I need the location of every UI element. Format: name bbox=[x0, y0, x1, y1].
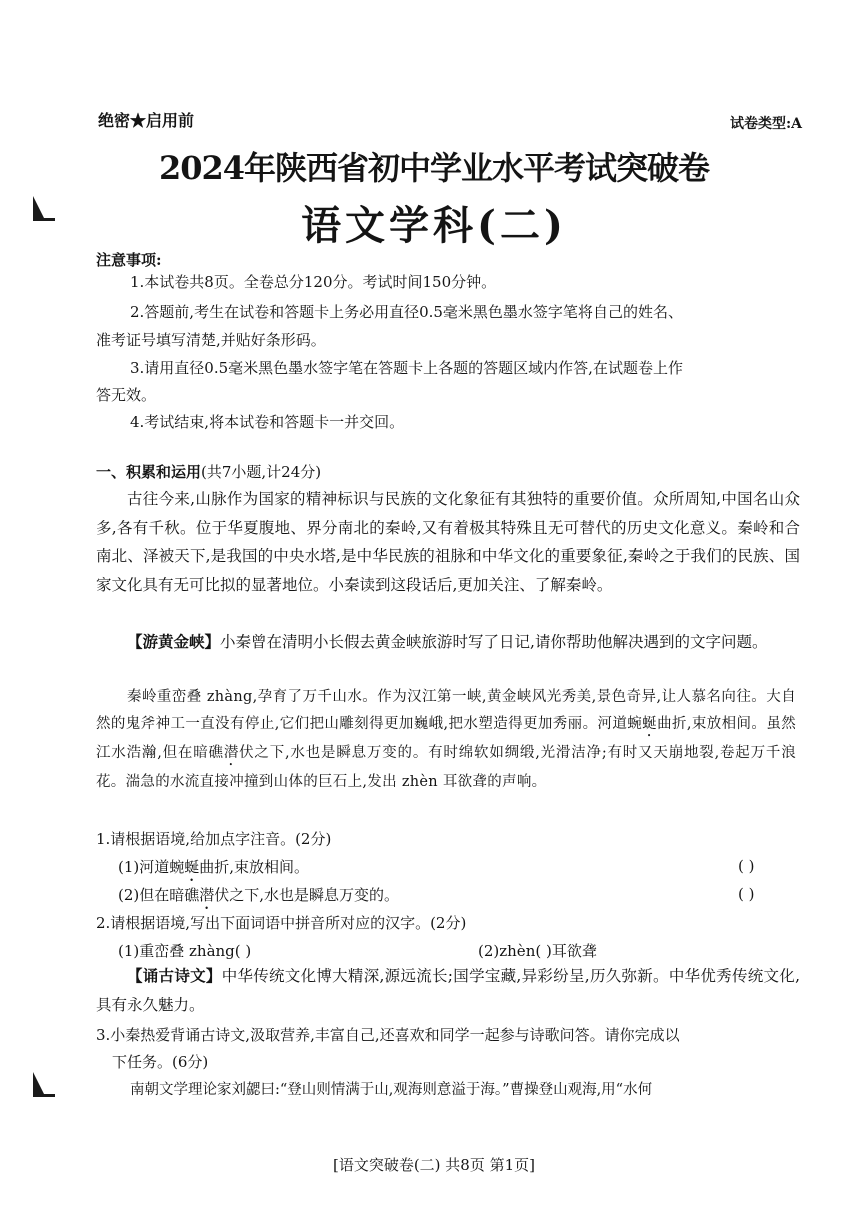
notice-item-4: 4.考试结束,将本试卷和答题卡一并交回。 bbox=[130, 413, 405, 431]
question-2-item-2[interactable]: (2)zhèn( )耳欲聋 bbox=[478, 942, 597, 960]
dotted-char-2: 潜 bbox=[223, 745, 240, 761]
diary-sentence-2a: 河道蜿 bbox=[597, 716, 643, 732]
confidential-label: 绝密★启用前 bbox=[98, 111, 195, 130]
diary-sentence-2c: 伏之下,水也是瞬息万变的。有时绵软如绸缎,光滑洁净;有时又天崩地裂,卷起万千浪花。湍急的水流直接冲撞到山体的巨石上,发出 zhèn 耳欲聋的声响。 bbox=[96, 745, 796, 790]
exam-title: 2024年陕西省初中学业水平考试突破卷 bbox=[158, 149, 710, 187]
task-tag-poetry: 【诵古诗文】 bbox=[127, 966, 222, 985]
paper-type-label: 试卷类型:A bbox=[729, 116, 802, 132]
registration-mark-bottom bbox=[33, 1072, 44, 1094]
diary-passage bbox=[96, 684, 796, 796]
question-1: 1.请根据语境,给加点字注音。(2分) bbox=[96, 830, 332, 848]
question-3-quote: 南朝文学理论家刘勰曰:“登山则情满于山,观海则意溢于海。”曹操登山观海,用“水何 bbox=[130, 1082, 653, 1098]
q1-2-text-b: 伏之下,水也是瞬息万变的。 bbox=[214, 886, 400, 904]
notice-heading: 注意事项: bbox=[96, 251, 162, 269]
task-tag-travel: 【游黄金峡】 bbox=[127, 632, 221, 651]
q1-2-dotted-char: 潜 bbox=[199, 886, 215, 904]
q1-1-text-a: (1)河道蜿 bbox=[118, 858, 185, 876]
question-2: 2.请根据语境,写出下面词语中拼音所对应的汉字。(2分) bbox=[96, 914, 467, 932]
question-3-cont: 下任务。(6分) bbox=[112, 1053, 209, 1071]
question-1-item-1 bbox=[118, 857, 309, 885]
task-travel-paragraph bbox=[96, 628, 800, 657]
section-heading-title: 一、积累和运用 bbox=[96, 463, 202, 481]
answer-blank-2[interactable]: ( ) bbox=[738, 885, 755, 903]
question-3: 3.小秦热爱背诵古诗文,汲取营养,丰富自己,还喜欢和同学一起参与诗歌问答。请你完成以 bbox=[96, 1026, 680, 1044]
q1-1-dotted-char: 蜒 bbox=[184, 858, 200, 876]
q1-2-text-a: (2)但在暗礁 bbox=[118, 886, 200, 904]
diary-sentence-1: 秦岭重峦叠 zhàng,孕育了万千山水。作为汉江第一峡,黄金峡风光秀美,景色奇异,让人慕名向往。大自然的鬼斧神工一直没有停止,它们把山雕刻得更加巍峨,把水塑造得更加秀丽。 bbox=[96, 689, 796, 732]
intro-paragraph: 古往今来,山脉作为国家的精神标识与民族的文化象征有其独特的重要价值。众所周知,中国名山众多,各有千秋。位于华夏腹地、界分南北的秦岭,又有着极其特殊且无可替代的历史文化意义。秦岭和合南北、泽被天下,是我国的中央水塔,是中华民族的祖脉和中华文化的重要象征,秦岭之于我们的民族、国家文化具有无可比拟的显著地位。小秦读到这段话后,更加关注、了解秦岭。 bbox=[96, 490, 800, 594]
q1-1-text-b: 曲折,束放相间。 bbox=[199, 858, 310, 876]
notice-item-3: 3.请用直径0.5毫米黑色墨水签字笔在答题卡上各题的答题区域内作答,在试题卷上作 bbox=[130, 359, 683, 377]
dotted-char-1: 蜒 bbox=[642, 716, 658, 732]
task-travel-text: 小秦曾在清明小长假去黄金峡旅游时写了日记,请你帮助他解决遇到的文字问题。 bbox=[220, 633, 768, 651]
notice-item-2-cont: 准考证号填写清楚,并贴好条形码。 bbox=[96, 331, 326, 349]
notice-item-1: 1.本试卷共8页。全卷总分120分。考试时间150分钟。 bbox=[130, 273, 497, 291]
answer-blank-1[interactable]: ( ) bbox=[738, 857, 755, 875]
notice-item-2: 2.答题前,考生在试卷和答题卡上务必用直径0.5毫米黑色墨水签字笔将自己的姓名、 bbox=[130, 303, 683, 321]
notice-item-3-cont: 答无效。 bbox=[96, 386, 157, 404]
question-1-item-2 bbox=[118, 885, 399, 913]
task-poetry-paragraph bbox=[96, 962, 800, 1019]
section-heading-points: (共7小题,计24分) bbox=[201, 463, 322, 481]
page-footer: [语文突破卷(二) 共8页 第1页] bbox=[332, 1156, 536, 1174]
section-heading bbox=[96, 462, 321, 482]
task-poetry-text: 中华传统文化博大精深,源远流长;国学宝藏,异彩纷呈,历久弥新。中华优秀传统文化,具有永久魅力。 bbox=[96, 967, 800, 1014]
diary-sentence-2b: 曲折,束放相间。虽然江水浩瀚,但在暗礁 bbox=[96, 716, 797, 761]
subject-title: 语文学科(二) bbox=[301, 202, 567, 249]
question-2-item-1[interactable]: (1)重峦叠 zhàng( ) bbox=[118, 942, 252, 960]
